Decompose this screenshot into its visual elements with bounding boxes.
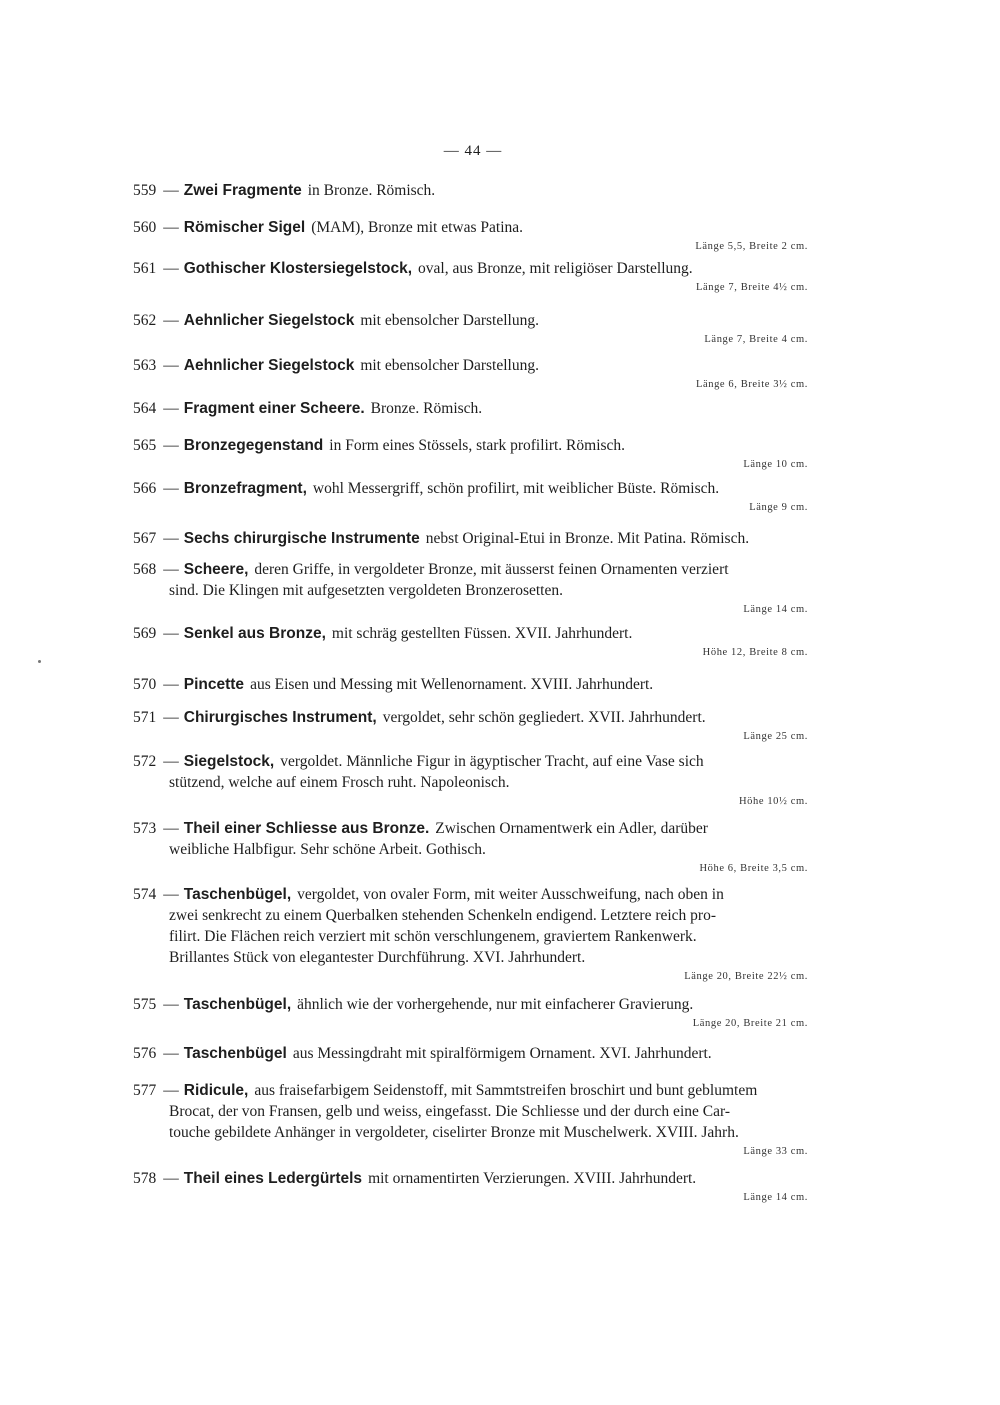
entry-dimensions: Länge 25 cm. [743, 731, 808, 742]
entry-heading [133, 1168, 368, 1189]
entry-dimensions: Höhe 10½ cm. [738, 796, 808, 807]
entry-dash: — [163, 437, 179, 454]
entry-first-line [133, 310, 830, 331]
entry-continuation-line [133, 580, 830, 601]
entry-dash: — [163, 625, 179, 642]
entry-number: 563 [133, 357, 157, 374]
entry-dimensions: Höhe 12, Breite 8 cm. [702, 647, 808, 658]
entry-description: Zwischen Ornamentwerk ein Adler, darüber [435, 820, 708, 837]
entry-first-line [133, 180, 830, 201]
entry-description: touche gebildete Anhänger in vergoldeter, ciselirter Bronze mit Muschelwerk. XVIII. Jahrh. [169, 1124, 739, 1141]
entry-dimensions: Höhe 6, Breite 3,5 cm. [699, 863, 808, 874]
entry-dash: — [163, 886, 179, 903]
entry-dash: — [163, 219, 179, 236]
catalogue-entry [133, 355, 830, 392]
entry-dash: — [163, 182, 179, 199]
catalogue-entry [133, 674, 830, 695]
entry-number: 564 [133, 400, 157, 417]
page-number: — 44 — [443, 143, 503, 159]
entry-title: Pincette [183, 676, 245, 693]
entry-continuation-line [133, 1122, 830, 1143]
entry-title: Fragment einer Scheere. [183, 400, 365, 417]
entry-description: vergoldet, von ovaler Form, mit weiter Ausschweifung, nach oben in [297, 886, 724, 903]
entry-first-line [133, 435, 830, 456]
entry-first-line [133, 818, 830, 839]
entry-heading [133, 310, 360, 331]
entry-description: in Bronze. Römisch. [307, 182, 436, 199]
entry-continuation-line [133, 905, 830, 926]
entry-description: mit ebensolcher Darstellung. [360, 357, 539, 374]
entry-first-line [133, 478, 830, 499]
entry-title: Taschenbügel, [183, 996, 292, 1013]
entry-dash: — [163, 753, 179, 770]
entry-continuation-line [133, 947, 830, 968]
entry-description: vergoldet, sehr schön gegliedert. XVII. Jahrhundert. [382, 709, 706, 726]
entry-heading [133, 258, 418, 279]
entry-number: 573 [133, 820, 157, 837]
entry-heading [133, 478, 313, 499]
entry-first-line [133, 707, 830, 728]
entry-dimensions: Länge 20, Breite 22½ cm. [684, 971, 808, 982]
entry-number: 578 [133, 1170, 157, 1187]
catalogue-entry [133, 528, 830, 549]
entry-title: Siegelstock, [183, 753, 275, 770]
entry-number: 577 [133, 1082, 157, 1099]
catalogue-entry [133, 435, 830, 472]
entry-dimensions: Länge 33 cm. [743, 1146, 808, 1157]
entry-dash: — [163, 996, 179, 1013]
entry-dash: — [163, 676, 179, 693]
entry-dash: — [163, 709, 179, 726]
entry-first-line [133, 994, 830, 1015]
entry-dash: — [163, 400, 179, 417]
entry-heading [133, 217, 311, 238]
entry-heading [133, 559, 254, 580]
catalogue-entry [133, 1043, 830, 1064]
entry-first-line [133, 217, 830, 238]
catalogue-entry [133, 1080, 830, 1159]
entry-number: 574 [133, 886, 157, 903]
catalogue-entry [133, 884, 830, 984]
entry-number: 569 [133, 625, 157, 642]
margin-mark [38, 660, 41, 663]
entry-number: 559 [133, 182, 157, 199]
entry-dash: — [163, 312, 179, 329]
entry-description: oval, aus Bronze, mit religiöser Darstellung. [418, 260, 693, 277]
catalogue-entry [133, 751, 830, 809]
entry-description: aus Eisen und Messing mit Wellenornament. XVIII. Jahrhundert. [250, 676, 654, 693]
entry-title: Scheere, [183, 561, 249, 578]
entry-description: (MAM), Bronze mit etwas Patina. [311, 219, 524, 236]
entry-first-line [133, 623, 830, 644]
entry-dash: — [163, 530, 179, 547]
entry-number: 560 [133, 219, 157, 236]
entry-description: stützend, welche auf einem Frosch ruht. Napoleonisch. [169, 774, 510, 791]
entry-dash: — [163, 1170, 179, 1187]
entry-continuation-line [133, 839, 830, 860]
entry-description: filirt. Die Flächen reich verziert mit schön verschlungenem, graviertem Rankenwerk. [169, 928, 697, 945]
entry-title: Gothischer Klostersiegelstock, [183, 260, 413, 277]
entry-dash: — [163, 820, 179, 837]
entry-first-line [133, 559, 830, 580]
entry-number: 568 [133, 561, 157, 578]
entry-title: Senkel aus Bronze, [183, 625, 326, 642]
entry-title: Aehnlicher Siegelstock [183, 357, 355, 374]
entry-title: Aehnlicher Siegelstock [183, 312, 355, 329]
entry-first-line [133, 884, 830, 905]
entry-dash: — [163, 1045, 179, 1062]
entry-title: Theil einer Schliesse aus Bronze. [183, 820, 430, 837]
entry-number: 567 [133, 530, 157, 547]
entry-title: Zwei Fragmente [183, 182, 302, 199]
entry-description: deren Griffe, in vergoldeter Bronze, mit äusserst feinen Ornamenten verziert [254, 561, 729, 578]
entry-heading [133, 884, 297, 905]
entry-heading [133, 994, 297, 1015]
entry-dash: — [163, 1082, 179, 1099]
catalogue-entry [133, 1168, 830, 1205]
entry-description: Brocat, der von Fransen, gelb und weiss, eingefasst. Die Schliesse und der durch eine Car- [169, 1103, 730, 1120]
entry-heading [133, 528, 426, 549]
entry-continuation-line [133, 926, 830, 947]
entry-description: nebst Original-Etui in Bronze. Mit Patina. Römisch. [425, 530, 750, 547]
entry-heading [133, 1080, 254, 1101]
entry-heading [133, 818, 435, 839]
entry-title: Theil eines Ledergürtels [183, 1170, 363, 1187]
entry-heading [133, 623, 332, 644]
entry-description: mit ornamentirten Verzierungen. XVIII. Jahrhundert. [368, 1170, 697, 1187]
entry-title: Sechs chirurgische Instrumente [183, 530, 420, 547]
entry-title: Taschenbügel, [183, 886, 292, 903]
entry-first-line [133, 528, 830, 549]
entry-title: Bronzegegenstand [183, 437, 324, 454]
entry-dash: — [163, 480, 179, 497]
catalogue-entry [133, 478, 830, 515]
catalogue-entry [133, 994, 830, 1031]
catalogue-entry [133, 180, 830, 201]
entry-description: aus Messingdraht mit spiralförmigem Ornament. XVI. Jahrhundert. [292, 1045, 712, 1062]
entry-description: vergoldet. Männliche Figur in ägyptischer Tracht, auf eine Vase sich [280, 753, 704, 770]
entry-description: ähnlich wie der vorhergehende, nur mit einfacherer Gravierung. [297, 996, 694, 1013]
entry-dimensions: Länge 14 cm. [743, 1192, 808, 1203]
catalogue-entry [133, 623, 830, 660]
catalogue-entry [133, 398, 830, 419]
entry-first-line [133, 398, 830, 419]
entry-description: weibliche Halbfigur. Sehr schöne Arbeit. Gothisch. [169, 841, 486, 858]
entry-dash: — [163, 260, 179, 277]
entry-dimensions: Länge 7, Breite 4 cm. [704, 334, 808, 345]
entry-number: 565 [133, 437, 157, 454]
entry-description: zwei senkrecht zu einem Querbalken stehenden Schenkeln endigend. Letztere reich pro- [169, 907, 716, 924]
catalogue-entry [133, 310, 830, 347]
entry-dimensions: Länge 14 cm. [743, 604, 808, 615]
entry-first-line [133, 1168, 830, 1189]
entry-description: wohl Messergriff, schön profilirt, mit weiblicher Büste. Römisch. [312, 480, 720, 497]
entry-dimensions: Länge 5,5, Breite 2 cm. [695, 241, 808, 252]
entry-description: mit schräg gestellten Füssen. XVII. Jahrhundert. [331, 625, 633, 642]
entry-dimensions: Länge 7, Breite 4½ cm. [695, 282, 808, 293]
entry-number: 566 [133, 480, 157, 497]
entry-number: 570 [133, 676, 157, 693]
entry-number: 571 [133, 709, 157, 726]
entry-first-line [133, 751, 830, 772]
catalogue-entry [133, 818, 830, 876]
entry-first-line [133, 258, 830, 279]
entry-heading [133, 398, 371, 419]
entry-continuation-line [133, 772, 830, 793]
entry-heading [133, 355, 360, 376]
entry-dimensions: Länge 10 cm. [743, 459, 808, 470]
entry-heading [133, 435, 329, 456]
entry-title: Römischer Sigel [183, 219, 306, 236]
entry-heading [133, 707, 383, 728]
entry-number: 562 [133, 312, 157, 329]
entry-title: Ridicule, [183, 1082, 249, 1099]
entry-title: Bronzefragment, [183, 480, 307, 497]
entry-title: Taschenbügel [183, 1045, 287, 1062]
entry-first-line [133, 355, 830, 376]
catalogue-entry [133, 258, 830, 295]
entry-number: 575 [133, 996, 157, 1013]
entry-dash: — [163, 561, 179, 578]
catalogue-entry [133, 217, 830, 254]
entry-description: sind. Die Klingen mit aufgesetzten vergoldeten Bronzerosetten. [169, 582, 563, 599]
entry-description: Bronze. Römisch. [370, 400, 483, 417]
entry-heading [133, 1043, 293, 1064]
entry-first-line [133, 1080, 830, 1101]
entry-dimensions: Länge 20, Breite 21 cm. [692, 1018, 808, 1029]
entry-first-line [133, 1043, 830, 1064]
catalogue-entry [133, 707, 830, 744]
entry-first-line [133, 674, 830, 695]
entry-description: aus fraisefarbigem Seidenstoff, mit Sammtstreifen broschirt und bunt geblumtem [254, 1082, 758, 1099]
entry-title: Chirurgisches Instrument, [183, 709, 377, 726]
entry-heading [133, 674, 250, 695]
entry-continuation-line [133, 1101, 830, 1122]
entry-number: 572 [133, 753, 157, 770]
catalogue-entry [133, 559, 830, 617]
entry-dash: — [163, 357, 179, 374]
entry-description: mit ebensolcher Darstellung. [360, 312, 539, 329]
entry-description: in Form eines Stössels, stark profilirt. Römisch. [329, 437, 626, 454]
entry-dimensions: Länge 9 cm. [749, 502, 808, 513]
entry-number: 561 [133, 260, 157, 277]
entry-number: 576 [133, 1045, 157, 1062]
entry-heading [133, 751, 280, 772]
entry-description: Brillantes Stück von elegantester Durchführung. XVI. Jahrhundert. [169, 949, 586, 966]
entry-dimensions: Länge 6, Breite 3½ cm. [695, 379, 808, 390]
entry-heading [133, 180, 308, 201]
